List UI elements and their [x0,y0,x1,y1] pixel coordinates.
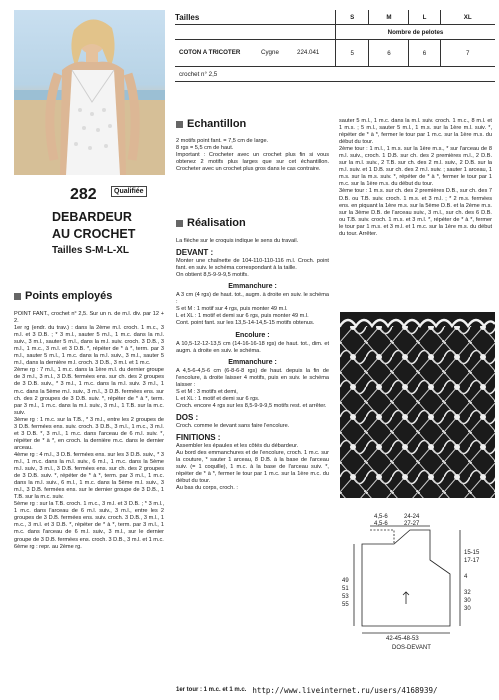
dim-right-6: 30 [464,606,471,612]
para: Croch. comme le devant sans faire l'encolure. [176,423,290,430]
para: 6ème rg : repr. au 2ème rg. [14,543,82,550]
lace-illustration [340,312,495,498]
title-line-2: AU CROCHET [52,227,136,241]
section-points-title: Points employés [25,290,113,302]
para: Assembler les épaules et les côtés du débardeur. [176,443,299,450]
dim-left-3: 53 [342,594,349,600]
qualified-badge: Qualifiée [111,186,147,197]
emmanchure-heading-2: Emmanchure : [228,358,277,366]
model-illustration [14,10,165,175]
cover-photo [14,10,165,175]
dim-top-left-2: 4,5-6 [374,521,388,527]
pattern-number: 282 [70,186,97,203]
section-marker [176,220,183,227]
para: La flèche sur le croquis indique le sens du travail. [176,238,299,244]
schema-svg [340,508,495,678]
para: sauter 5 m.l., 1 m.c. dans la m.l. suiv. croch. 1 m.c., 8 m.l. et 1 m.s. ; 5 m.l., sauter 5 m.l., 1 m.s. sur la 1ère m.l. suiv. *, répéter de * à *, fermer le tour par 1 m.c. sur la 1ère m.s. du début du tour. [339,118,492,146]
finitions-heading: FINITIONS : [176,433,221,443]
size-col: L [409,10,440,25]
para: 2ème rg : 7 m.l., 1 m.c. dans la 1ère m.l. du dernier groupe de 3 m.l., 3 m.l., 3 D.B. fermées ens. sur ch. des 2 groupes de 3 D.B. suiv., * 3 m.l., 1 m.c. dans la m.l. suiv. 3 m.l., 1 m.c. dans la 5ème m.l. suiv., 3 m.l., 3 D.B. fermées ens. sur ch. des 2 groupes de 3 D.B. suiv. *, répéter de * à *, term. par 3 m.l., 1 m.c. dans la m.l. suiv., 3 m.l., 1 T.B. sur la m.c. suiv. [14,367,164,416]
echantillon-text [176,138,329,173]
size-col: S [336,10,369,25]
para: 8 rgs = 5,5 cm de haut. [176,145,234,152]
para: A 10,5-12-12-13,5 cm (14-16-16-18 rgs) de haut. tot., dim. et augm. à droite en suiv. le schéma. [176,340,329,354]
dim-right-1: 15-15 [464,550,480,556]
dim-right-4: 32 [464,590,471,596]
points-text [14,311,164,551]
dim-right-3: 4 [464,574,468,580]
size-col: XL [440,10,495,25]
para: Croch. encore 4 rgs sur les 8,5-9-9-9,5 motifs rest. et arrêter. [176,402,327,409]
finishing-text [339,118,492,238]
section-echantillon [176,118,246,130]
dim-right-2: 17-17 [464,558,480,564]
section-echantillon-title: Echantillon [187,118,247,130]
para: 1er rg (endr. du trav.) : dans la 2ème m.l. croch. 1 m.c., 3 m.l. et 3 D.B. ; * 3 m.l., sauter 5 m.l., 1 m.c. dans la m.l. suiv., 3 m.l., sauter 5 m.l., dans la m.l. suiv. croch. 3 D.B., 3 m.l., 1 m.c., 3 m.l. et 3 D.B. *, répéter de * à *, term. par 3 m.l., sauter 5 m.l., 1 m.c. dans la m.l. suiv., 3 m.l., sauter 5 m.l., dans la dernière m.l. croch. 3 D.B., 3 m.l. et 1 m.c. [14,325,164,367]
title-line-1: DEBARDEUR [52,210,132,224]
size-table-wrap [175,10,493,82]
para: Important : Crocheter avec un crochet plus fin si vous obtenez 2 motifs plus larges que sur cet échantillon. Crocheter avec un crochet plus gros dans le cas contraire. [176,152,329,173]
para: S et M : 3 motifs et demi, [176,388,238,395]
para: 5ème rg : sur la T.B. croch. 1 m.c., 3 m.l. et 3 D.B. ; * 3 m.l., 1 m.c. dans l'arceau de 6 m.l. suiv., 3 m.l., entre les 2 groupes de 3 D.B. fermées ens. suiv. croch. 3 D.B., 3 m.l., 1 m.c., 3 m.l. et 3 D.B. *, répéter de * à *, term. par 3 m.l., 1 m.c. dans l'arceau de 6 m.l. suiv., 3 m.l., sur le dernier groupe de 3 D.B. fermées ens. croch. 3 D.B., 3 m.l. et 1 m.c. [14,501,164,543]
footer-text: 1er tour : 1 m.c. et 1 m.c. [176,687,247,693]
count-cell: 7 [440,40,495,67]
size-table [175,10,495,82]
section-points [14,290,112,302]
para: POINT FANT., crochet n° 2,5. Sur un n. de m.l. div. par 12 + 2. [14,311,164,325]
para: 3ème rg : 1 m.c. sur la T.B., * 3 m.l., entre les 2 groupes de 3 D.B. fermées ens. suiv. croch. 3 D.B., 3 m.l., 1 m.c., 3 m.l. et 3 D.B. *, 3 m.l., 1 m.c. dans l'arceau de 6 m.l. suiv. *, répéter de * à *, en croch. la dernière m.c. dans le dernier arceau. [14,416,164,451]
size-col: M [369,10,409,25]
dim-bottom: 42-45-48-53 [386,636,419,642]
para: S et M : 1 motif sur 4 rgs, puis monter 49 m.l. [176,306,288,313]
count-cell: 6 [409,40,440,67]
para: On obtient 8,5-9-9-9,5 motifs. [176,272,249,279]
realisation-text [176,238,329,492]
encolure-heading: Encolure : [235,331,270,339]
yarn-name: COTON A TRICOTER [179,49,241,56]
para: A 4,5-6-4,5-6 cm (6-8-6-8 rgs) de haut. depuis la fin de l'encolure, à droite laisser 4 motifs, puis en suiv. le schéma laisser : [176,367,329,388]
dim-left-4: 55 [342,602,349,608]
para: L et XL : 1 motif et demi sur 6 rgs, puis monter 49 m.l. [176,313,309,320]
footer-bar [176,684,496,696]
dim-left-2: 51 [342,586,349,592]
emmanchure-heading: Emmanchure : [228,283,277,291]
para: Au bord des emmanchures et de l'encolure, croch. 1 m.c. sur la couture, * sauter 1 arceau, 8 D.B. à la base de l'arceau suiv. (= 1 coquille), 1 m.c. à la base de l'arceau suiv. *, répéter de * à *, fermer le tour par 1 m.c. sur la 1ère m.c. du début du tour. [176,450,329,485]
para: Cont. point fant. sur les 13,5-14-14,5-15 motifs obtenus. [176,320,315,327]
schema-caption: DOS-DEVANT [392,645,431,651]
dim-right-5: 30 [464,598,471,604]
para: L et XL : 1 motif et demi sur 6 rgs. [176,395,260,402]
para: 3ème tour : 1 m.s. sur ch. des 2 premières D.B., sur ch. des 7 D.B. ou T.B. suiv. croch. 1 m.s. et 3 m.l. ; * 2 m.s. fermées ens. en piquant la 1ère m.s. sur la 5ème D.B. et la 2ème m.s. sur la 3ème D.B. de l'arceau suiv., 3 m.l., sur ch. des 6 D.B. ou T.B. suiv. croch. 1 m.s. et 3 m.l. *, répéter de * à *, fermer le tour par 1 m.s. et 3 m.l. et 1 m.c. sur la 1ère m.s. du début du tour. Arrêter. [339,188,492,237]
balls-subheader: Nombre de pelotes [336,25,496,40]
hook-size: crochet n° 2,5 [179,70,218,78]
yarn-cell [175,40,336,67]
dim-top-left: 4,5-6 [374,514,388,520]
para: Monter une chaînette de 104-110-110-116 m.l. Croch. point fant. en suiv. le schéma correspondant à la taille. [176,258,329,272]
stitch-sample-photo [340,312,495,498]
para: 2 motifs point fant. = 7,5 cm de large. [176,138,269,144]
section-realisation-title: Réalisation [187,217,246,229]
devant-heading: DEVANT : [176,248,214,258]
sizes-line: Tailles S-M-L-XL [52,245,130,256]
dim-left-1: 49 [342,578,349,584]
size-label: Tailles [175,12,200,22]
dim-top-mid: 24-24 [404,514,420,520]
section-realisation [176,217,246,229]
para: 4ème rg : 4 m.l., 3 D.B. fermées ens. sur les 3 D.B. suiv., * 3 m.l., 1 m.c. dans la m.l. suiv., 6 m.l., 1 m.c. dans la 5ème m.l. suiv., 3 m.l., 3 D.B. fermées ens. sur ch. des 2 groupes de 3 D.B. suiv. *, répéter de * à *, term. par 3 m.l., 1 m.c. dans la m.l. suiv., 6 m.l., 1 m.c. dans la 5ème m.l. suiv., 3 m.l., 3 D.B. fermées ens. sur le dernier groupe de 3 D.B., 1 T.B. sur la m.c. suiv. [14,451,164,501]
watermark-url[interactable]: http://www.liveinternet.ru/users/4168939/ [252,685,438,695]
section-marker [176,121,183,128]
yarn-brand: Cygne [261,49,279,56]
count-cell: 6 [369,40,409,67]
yarn-ref: 224.041 [297,49,320,56]
section-marker [14,293,21,300]
count-cell: 5 [336,40,369,67]
dim-top-mid-2: 27-27 [404,521,420,527]
schema-diagram [340,508,495,678]
para: A 3 cm (4 rgs) de haut. tot., augm. à droite en suiv. le schéma : [176,292,329,306]
para: Au bas du corps, croch. : [176,485,238,492]
para: 2ème tour : 1 m.l., 1 m.s. sur la 1ère m.s., * sur l'arceau de 8 m.l. suiv., croch. 1 D.B. sur ch. des 2 premières m.l., 2 D.B. sur la m.l. suiv., 2 T.B. sur ch. des 2 m.l. suiv., 2 D.B. sur la m.l. suiv. et 1 D.B. sur ch. des 2 m.l. suiv. ; sauter 1 arceau, 1 m.s. sur la m.s. suiv. *, répéter de * à *, fermer le tour par 1 m.c. sur la 1ère m.s. du début du tour. [339,146,492,188]
dos-heading: DOS : [176,412,199,422]
